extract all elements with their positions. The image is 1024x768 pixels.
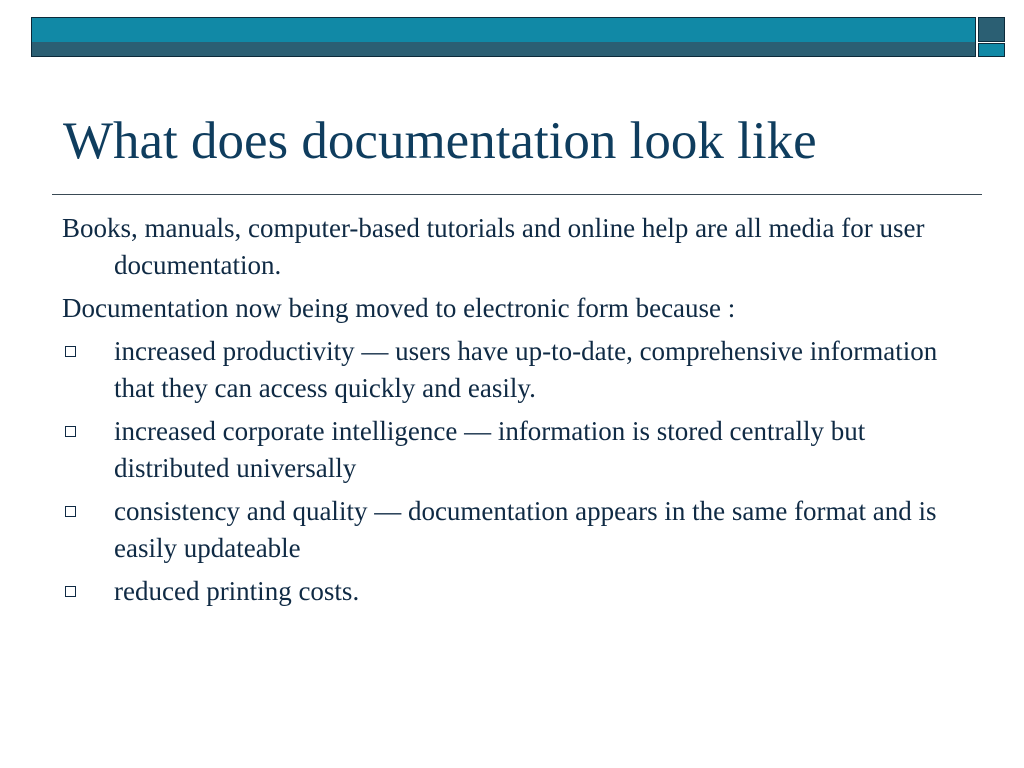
list-item [62,413,962,487]
list-item-text: increased corporate intelligence — information is stored centrally but distributed universally [114,416,866,483]
hollow-square-bullet-icon [65,506,76,517]
list-item [62,493,962,567]
list-item [62,333,962,407]
hollow-square-bullet-icon [65,426,76,437]
header-corner-square-bottom [978,43,1005,57]
list-item [62,573,962,610]
body-paragraph-media: Books, manuals, computer-based tutorials and online help are all media for user documentation. [62,213,925,280]
slide-title: What does documentation look like [63,112,817,170]
header-corner-square-top [978,17,1005,42]
hollow-square-bullet-icon [65,586,76,597]
list-item-text: increased productivity — users have up-to-date, comprehensive information that they can access quickly and easily. [114,336,938,403]
list-item-text: consistency and quality — documentation appears in the same format and is easily updateable [114,496,937,563]
body-paragraph-electronic: Documentation now being moved to electronic form because : [62,293,736,323]
header-banner-bottom-stripe [32,42,975,56]
title-divider [52,194,982,195]
slide-body [62,210,962,616]
hollow-square-bullet-icon [65,346,76,357]
header-banner [31,17,976,57]
header-banner-top-stripe [32,18,975,42]
reasons-list [62,333,962,610]
list-item-text: reduced printing costs. [114,576,360,606]
